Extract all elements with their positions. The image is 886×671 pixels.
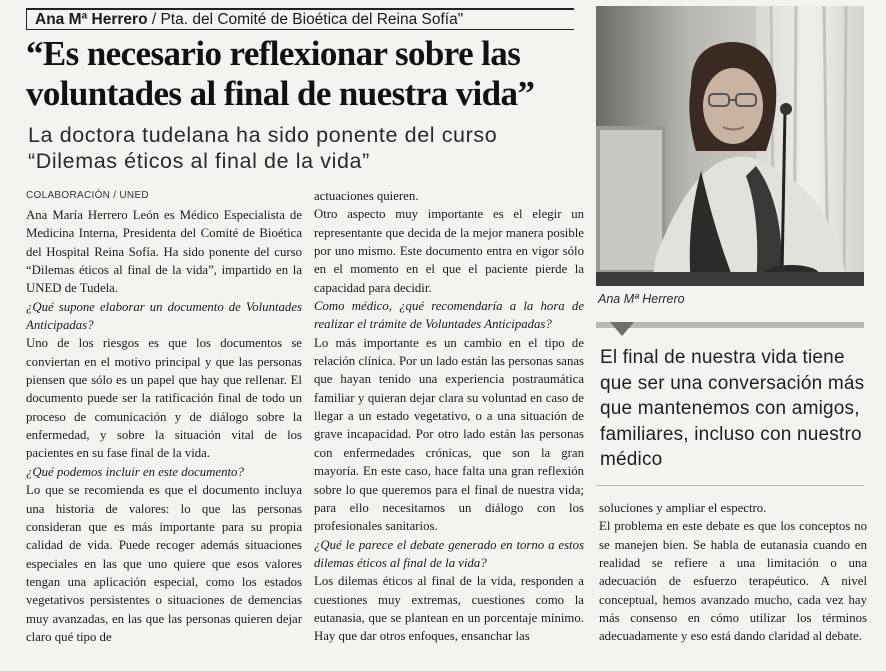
pullquote-divider <box>596 316 864 336</box>
kicker-name: Ana Mª Herrero <box>35 11 148 28</box>
interview-question: ¿Qué supone elaborar un documento de Voluntades Anticipadas? <box>26 299 302 333</box>
interview-question: Como médico, ¿qué recomendaría a la hora de realizar el trámite de Voluntades Anticipadas? <box>314 299 584 332</box>
triangle-marker-icon <box>610 322 634 336</box>
kicker-role: / Pta. del Comité de Bioética del Reina Sofía" <box>147 11 464 28</box>
portrait-photo <box>596 6 864 286</box>
paragraph: Uno de los riesgos es que los documentos se conviertan en el motivo principal y que las personas piensen que sólo es un papel que hay que rellenar. El documento puede ser la ratificación final de todo un proceso de comunicación y de diálogo sobre la enfermedad, y sobre la situación vital de los pacientes en su fase final de la vida. <box>26 336 302 461</box>
pull-quote: El final de nuestra vida tiene que ser una conversación más que mantenemos con amigos, familiares, incluso con nuestro médico <box>600 347 865 470</box>
kicker-bar <box>26 8 574 30</box>
paragraph: soluciones y ampliar el espectro. <box>599 501 767 515</box>
paragraph: El problema en este debate es que los conceptos no se manejen bien. Se habla de eutanasia cuando en realidad se refiere a una limitación o una adecuación de esfuerzo terapéutico. A nivel conceptual, hemos avanzado mucho, cada vez hay más consenso en cómo utilizar los términos adecuadamente y eso está dando claridad al debate. <box>599 519 867 644</box>
headline: “Es necesario reflexionar sobre las voluntades al final de nuestra vida” <box>26 34 535 113</box>
paragraph: Lo más importante es un cambio en el tipo de relación clínica. Por un lado están las personas sanas que hayan tenido una experiencia postraumática familiar y quieran dejar clara su voluntad en caso de llegar a un estado vegetativo, o a una situación de grave incapacidad. Por otro lado están las personas con enfermedades crónicas, que son la gran mayoría. En este caso, hace falta una gran reflexión sobre lo que queremos para el final de nuestra vida; para ello necesitamos un diálogo con los profesionales sanitarios. <box>314 335 584 534</box>
column-2 <box>314 187 584 646</box>
byline-credit: COLABORACIÓN / UNED <box>26 190 149 201</box>
column-1 <box>26 190 302 646</box>
interview-question: ¿Qué le parece el debate generado en torno a estos dilemas éticos al final de la vida? <box>314 537 584 570</box>
subhead-line-2: “Dilemas éticos al final de la vida” <box>28 149 370 173</box>
subhead-line-1: La doctora tudelana ha sido ponente del curso <box>28 123 498 147</box>
paragraph: Los dilemas éticos al final de la vida, responden a cuestiones muy extremas, cuestiones como la eutanasia, que se plantean en un porcentaje mínimo. Hay que dar otros enfoques, ensanchar las <box>314 574 584 644</box>
column-3 <box>599 499 867 646</box>
photo-caption: Ana Mª Herrero <box>598 292 685 306</box>
divider <box>596 485 864 486</box>
paragraph: Otro aspecto muy importante es el elegir un representante que decida de la mejor manera posible por uno mismo. Este documento entra en vigor sólo en el momento en el que el paciente pierde la capacidad para decidir. <box>314 207 584 295</box>
subhead <box>28 122 588 174</box>
interview-question: ¿Qué podemos incluir en este documento? <box>26 464 244 479</box>
paragraph: actuaciones quieren. <box>314 189 419 203</box>
paragraph: Lo que se recomienda es que el documento incluya una historia de valores: lo que las personas consideran que es más importante para su propia calidad de vida. Puede recoger además situaciones especiales en las que uno quiere que esos valores tengan una aplicación especial, como los estados vegetativos persistentes o situaciones de demencias muy avanzadas, en las que las personas quieren dejar claro qué tipo de <box>26 483 302 644</box>
portrait-illustration <box>596 6 864 286</box>
paragraph: Ana María Herrero León es Médico Especialista de Medicina Interna, Presidenta del Comité de Bioética del Hospital Reina Sofía. Ha sido ponente del curso “Dilemas éticos al final de la vida”, impartido en la UNED de Tudela. <box>26 208 302 296</box>
